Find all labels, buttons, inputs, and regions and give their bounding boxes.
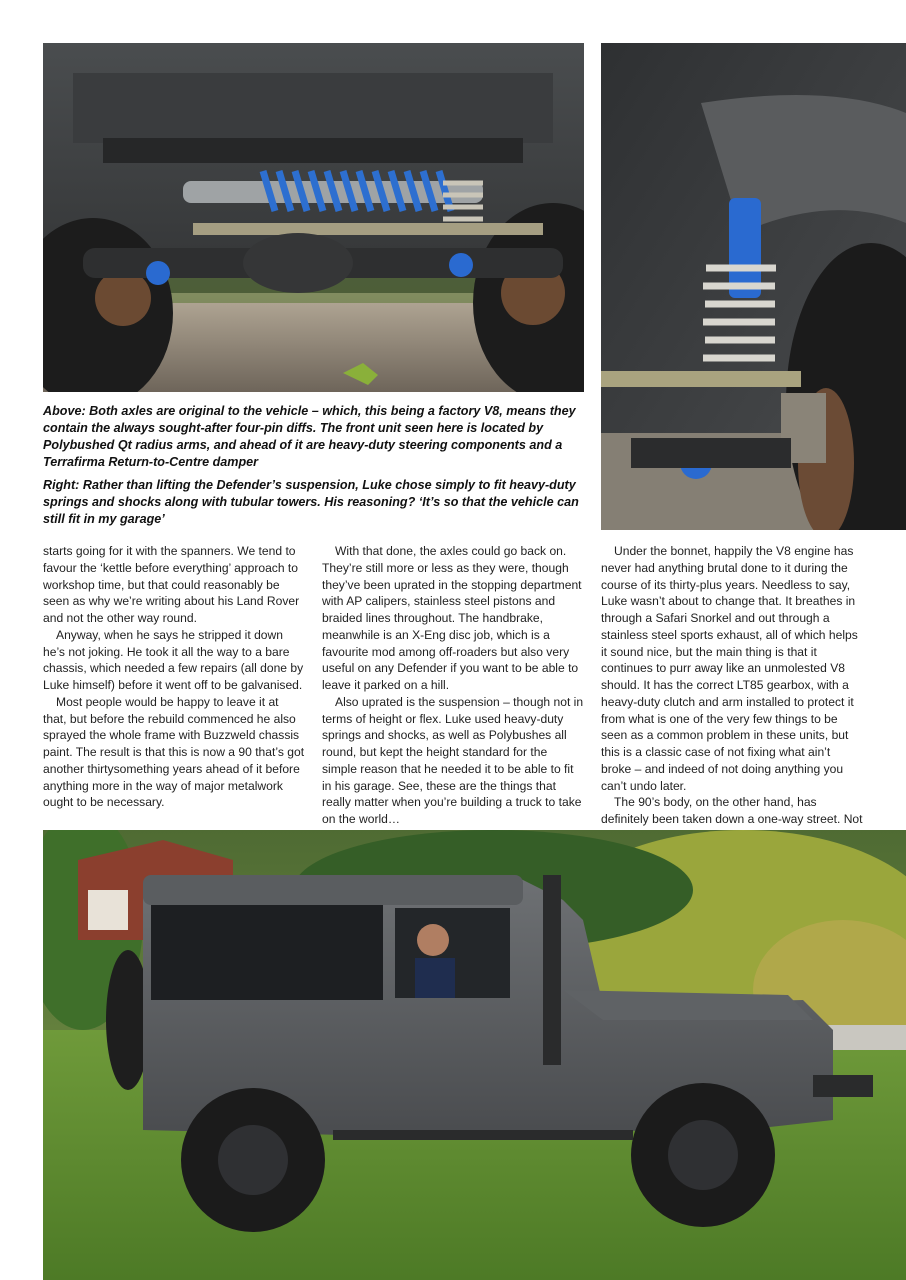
paragraph: Anyway, when he says he stripped it down he’s not joking. He took it all the way to a bare chassis, which needed a few repairs (all done by Luke himself) before it went off to be galvanised. (43, 627, 304, 692)
axle-photo (43, 43, 584, 392)
paragraph: starts going for it with the spanners. We tend to favour the ‘kettle before everything’ approach to workshop time, but that could reasonably be seen as why we’re writing about his Land Rover and not the other way round. (43, 544, 300, 625)
paragraph: With that done, the axles could go back on. They’re still more or less as they were, though they’ve been uprated in the stopping department with AP calipers, stainless steel pistons and braided lines throughout. The handbrake, meanwhile is an X-Eng disc job, which is a favourite mod among off-roaders but also very useful on any Defender if you want to be able to leave it parked on a hill. (322, 544, 582, 692)
text-column-3 (601, 543, 863, 845)
caption-above: Above: Both axles are original to the vehicle – which, this being a factory V8, means they contain the always sought-after four-pin diffs. The front unit seen here is located by Polybushed Qt radius arms, and ahead of it are heavy-duty steering components and a Terrafirma Return-to-Centre damper (43, 404, 576, 469)
caption-right: Right: Rather than lifting the Defender’s suspension, Luke chose simply to fit heavy-duty springs and shocks along with tubular towers. His reasoning? ‘It’s so that the vehicle can still fit in my garage’ (43, 478, 579, 526)
text-column-2 (322, 543, 584, 828)
defender-photo (43, 830, 906, 1280)
paragraph: Also uprated is the suspension – though not in terms of height or flex. Luke used heavy-duty springs and shocks, as well as Polybushes all round, but kept the height standard for the simple reason that he needed it to be able to fit in his garage. See, these are the things that really matter when you’re building a truck to take on the world… (322, 694, 584, 826)
spring-photo (601, 43, 906, 530)
captions (43, 403, 588, 534)
paragraph: Most people would be happy to leave it at that, but before the rebuild commenced he also sprayed the whole frame with Buzzweld chassis paint. The result is that this is now a 90 that’s got another thirtysomething years ahead of it before anything more in the way of major metalwork ought to be necessary. (43, 694, 305, 810)
paragraph: The 90’s body, on the other hand, has definitely been taken down a one-way street. Not (601, 795, 863, 826)
paragraph: Under the bonnet, happily the V8 engine has never had anything brutal done to it during the course of its thirty-plus years. Needless to say, Luke wasn’t about to change that. It breathes in through a Safari Snorkel and out through a stainless steel sports exhaust, all of which helps it sound nice, but the main thing is that it continues to purr away like an unmolested V8 should. It has the correct LT85 gearbox, with a heavy-duty clutch and arm installed to protect it from what is one of the very few things to be seen as a common problem in these units, but this is a classic case of not fixing what ain’t broke – and indeed of not doing anything you can’t undo later. (601, 544, 858, 793)
text-column-1 (43, 543, 305, 811)
